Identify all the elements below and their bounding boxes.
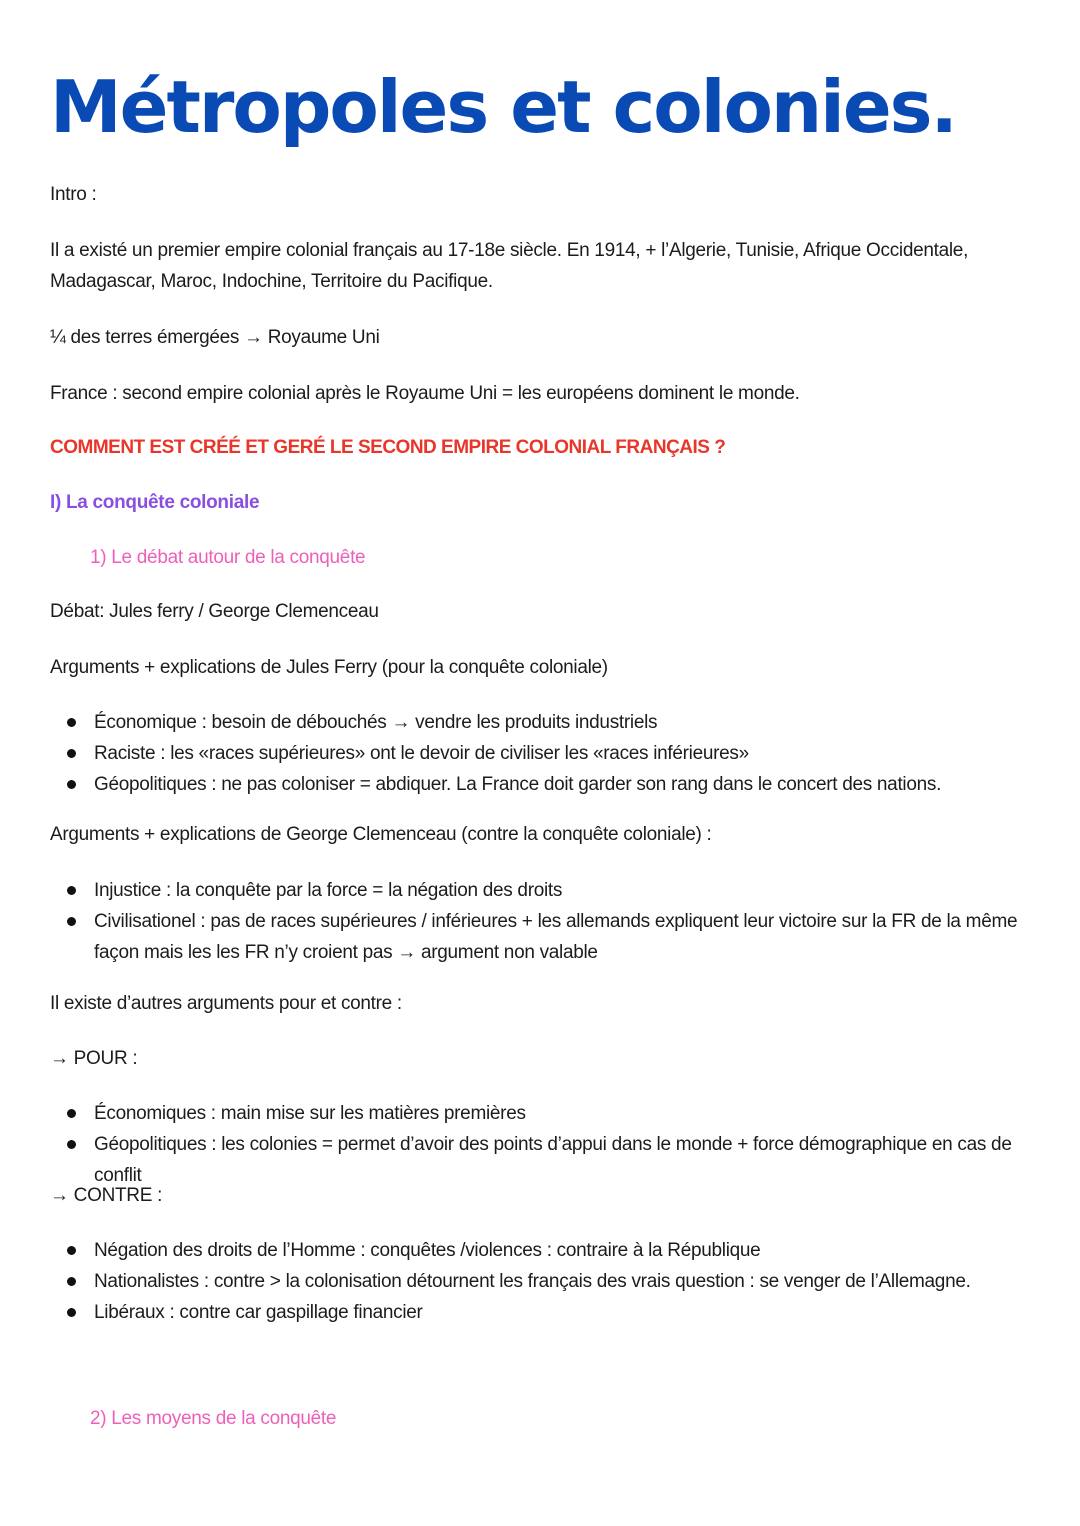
bullet-icon	[67, 749, 76, 758]
problematic-question: COMMENT EST CRÉÉ ET GERÉ LE SECOND EMPIRE COLONIAL FRANÇAIS ?	[50, 437, 726, 458]
subsection-heading-debat: 1) Le débat autour de la conquête	[90, 547, 366, 568]
contre-arguments-list	[50, 1235, 1025, 1328]
ferry-argument: Géopolitiques : ne pas coloniser = abdiquer. La France doit garder son rang dans le concert des nations.	[94, 774, 942, 795]
contre-argument: Libéraux : contre car gaspillage financier	[94, 1302, 423, 1323]
pour-argument: Économiques : main mise sur les matières premières	[94, 1103, 526, 1124]
list-item	[50, 738, 1025, 769]
bullet-icon	[67, 780, 76, 789]
bullet-icon	[67, 718, 76, 727]
bullet-icon	[67, 1308, 76, 1317]
bullet-icon	[67, 1109, 76, 1118]
list-item	[50, 769, 1025, 800]
list-item	[50, 906, 1025, 968]
pour-argument: Géopolitiques : les colonies = permet d’avoir des points d’appui dans le monde + force démographique en cas de conflit	[94, 1134, 1012, 1186]
subsection-heading-moyens: 2) Les moyens de la conquête	[90, 1408, 337, 1429]
pour-arguments-list	[50, 1098, 1025, 1191]
bullet-icon	[67, 886, 76, 895]
ferry-intro: Arguments + explications de Jules Ferry (pour la conquête coloniale)	[50, 657, 608, 678]
list-item	[50, 1266, 1025, 1297]
debate-line: Débat: Jules ferry / George Clemenceau	[50, 601, 379, 622]
list-item	[50, 1129, 1025, 1191]
list-item	[50, 875, 1025, 906]
bullet-icon	[67, 1277, 76, 1286]
other-arguments-intro: Il existe d’autres arguments pour et contre :	[50, 993, 402, 1014]
intro-paragraph: Il a existé un premier empire colonial français au 17-18e siècle. En 1914, + l’Algerie, Tunisie, Afrique Occidentale, Madagascar, Maroc, Indochine, Territoire du Pacifique.	[50, 240, 969, 292]
contre-argument: Nationalistes : contre > la colonisation détournent les français des vrais question : se venger de l’Allemagne.	[94, 1271, 971, 1292]
clemenceau-argument: Civilisationel : pas de races supérieures / inférieures + les allemands expliquent leur victoire sur la FR de la même façon mais les les FR n’y croient pas → argument non valable	[94, 911, 1018, 963]
france-line: France : second empire colonial après le Royaume Uni = les européens dominent le monde.	[50, 383, 800, 404]
bullet-icon	[67, 1140, 76, 1149]
intro-label: Intro :	[50, 184, 97, 205]
clemenceau-intro: Arguments + explications de George Clemenceau (contre la conquête coloniale) :	[50, 824, 712, 845]
bullet-icon	[67, 917, 76, 926]
clemenceau-arguments-list	[50, 875, 1025, 968]
list-item	[50, 1297, 1025, 1328]
list-item	[50, 1235, 1025, 1266]
contre-argument: Négation des droits de l’Homme : conquêtes /violences : contraire à la République	[94, 1240, 761, 1261]
quarter-line: ¼ des terres émergées → Royaume Uni	[50, 327, 380, 348]
list-item	[50, 1098, 1025, 1129]
bullet-icon	[67, 1246, 76, 1255]
contre-label: → CONTRE :	[50, 1185, 163, 1206]
section-heading-conquete: I) La conquête coloniale	[50, 492, 260, 513]
clemenceau-argument: Injustice : la conquête par la force = la négation des droits	[94, 880, 563, 901]
ferry-arguments-list	[50, 707, 1025, 800]
list-item	[50, 707, 1025, 738]
ferry-argument: Économique : besoin de débouchés → vendre les produits industriels	[94, 712, 658, 733]
ferry-argument: Raciste : les «races supérieures» ont le devoir de civiliser les «races inférieures»	[94, 743, 749, 764]
pour-label: → POUR :	[50, 1048, 138, 1069]
page-title: Métropoles et colonies.	[50, 65, 956, 149]
